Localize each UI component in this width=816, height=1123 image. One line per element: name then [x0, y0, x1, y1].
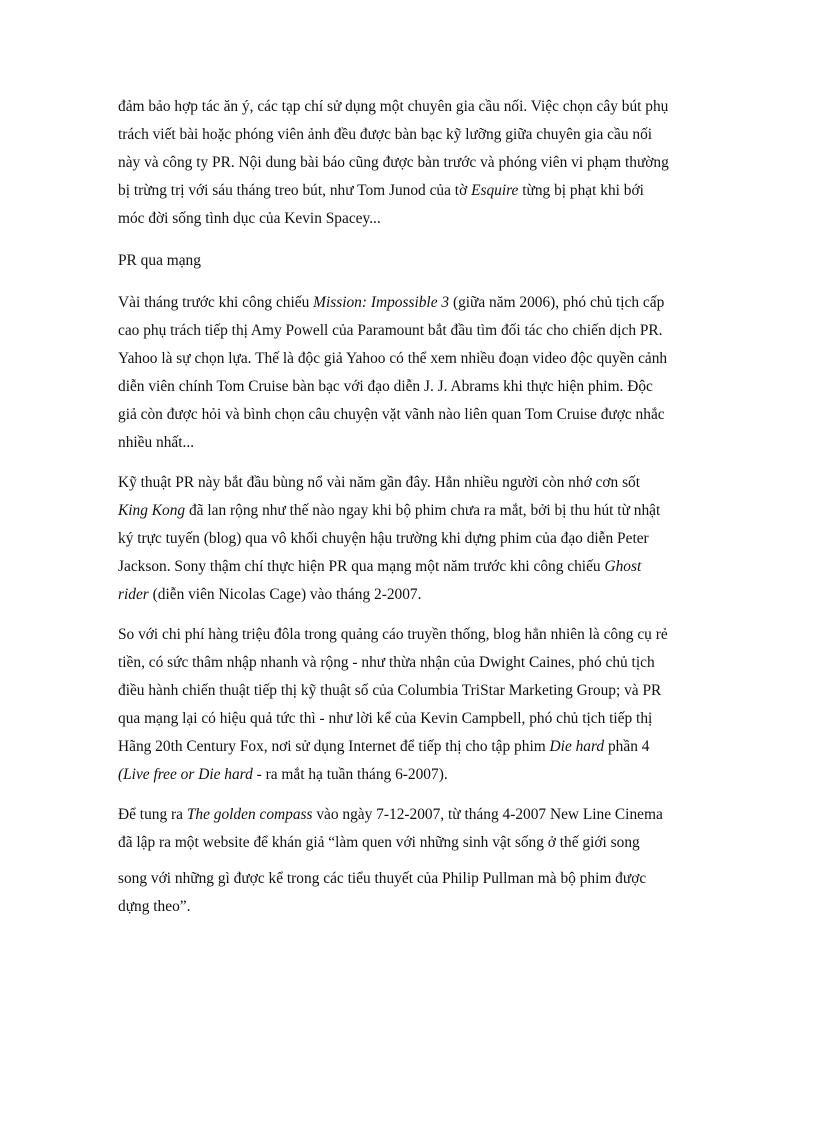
- text-line: [118, 581, 702, 609]
- film-title: King Kong: [118, 502, 186, 519]
- paragraph-5: [118, 801, 702, 921]
- film-title: rider: [118, 586, 149, 603]
- paragraph-2: [118, 289, 702, 457]
- text-run: - ra mắt hạ tuần tháng 6-2007).: [252, 766, 448, 783]
- text-line: [118, 289, 702, 317]
- text-line: trách viết bài hoặc phóng viên ảnh đều được bàn bạc kỹ lưỡng giữa chuyên gia cầu nối: [118, 126, 653, 143]
- publication-title: Esquire: [471, 182, 519, 199]
- text-line: dựng theo”.: [118, 898, 191, 915]
- section-heading: PR qua mạng: [118, 252, 201, 269]
- text-line: cao phụ trách tiếp thị Amy Powell của Paramount bắt đầu tìm đối tác cho chiến dịch PR.: [118, 322, 663, 339]
- film-title: Mission: Impossible 3: [313, 294, 450, 311]
- text-run: Hãng 20th Century Fox, nơi sử dụng Internet để tiếp thị cho tập phim: [118, 738, 550, 755]
- text-line: điều hành chiến thuật tiếp thị kỹ thuật số của Columbia TriStar Marketing Group; và PR: [118, 682, 662, 699]
- text-line: [118, 801, 702, 829]
- text-line: Kỹ thuật PR này bắt đầu bùng nổ vài năm gần đây. Hẳn nhiều người còn nhớ cơn sốt: [118, 474, 641, 491]
- text-line: này và công ty PR. Nội dung bài báo cũng được bàn trước và phóng viên vi phạm thường: [118, 154, 669, 171]
- film-title: Die hard: [549, 738, 605, 755]
- text-run: (giữa năm 2006), phó chủ tịch cấp: [449, 294, 665, 311]
- film-title: The golden compass: [186, 806, 313, 823]
- text-run: Jackson. Sony thậm chí thực hiện PR qua mạng một năm trước khi công chiếu: [118, 558, 605, 575]
- paragraph-4: [118, 621, 702, 789]
- text-line: [118, 553, 702, 581]
- document-page: [118, 93, 702, 921]
- paragraph-1: [118, 93, 702, 233]
- text-line: [118, 497, 702, 525]
- text-line: giả còn được hỏi và bình chọn câu chuyện vặt vãnh nào liên quan Tom Cruise được nhắc: [118, 406, 665, 423]
- text-line: tiền, có sức thâm nhập nhanh và rộng - như thừa nhận của Dwight Caines, phó chủ tịch: [118, 654, 655, 671]
- text-line: qua mạng lại có hiệu quả tức thì - như lời kể của Kevin Campbell, phó chủ tịch tiếp thị: [118, 710, 653, 727]
- text-run: bị trừng trị với sáu tháng treo bút, như Tom Junod của tờ: [118, 182, 472, 199]
- text-line: song với những gì được kể trong các tiểu thuyết của Philip Pullman mà bộ phim được: [118, 870, 647, 887]
- text-line: ký trực tuyến (blog) qua vô khối chuyện hậu trường khi dựng phim của đạo diễn Peter: [118, 530, 649, 547]
- text-line: [118, 733, 702, 761]
- text-run: Để tung ra: [118, 806, 187, 823]
- text-run: vào ngày 7-12-2007, từ tháng 4-2007 New Line Cinema: [312, 806, 663, 823]
- text-run: phần 4: [604, 738, 650, 755]
- text-run: (diễn viên Nicolas Cage) vào tháng 2-2007.: [148, 586, 422, 603]
- text-line: Yahoo là sự chọn lựa. Thế là độc giả Yahoo có thể xem nhiều đoạn video độc quyền cảnh: [118, 350, 668, 367]
- film-title: (Live free or Die hard: [118, 766, 253, 783]
- text-line: móc đời sống tình dục của Kevin Spacey...: [118, 210, 381, 227]
- text-line: diễn viên chính Tom Cruise bàn bạc với đạo diễn J. J. Abrams khi thực hiện phim. Độc: [118, 378, 653, 395]
- film-title: Ghost: [604, 558, 642, 575]
- text-run: từng bị phạt khi bới: [518, 182, 644, 199]
- text-line: đảm bảo hợp tác ăn ý, các tạp chí sử dụng một chuyên gia cầu nối. Việc chọn cây bút phụ: [118, 98, 669, 115]
- text-run: Vài tháng trước khi công chiếu: [118, 294, 314, 311]
- paragraph-3: [118, 469, 702, 609]
- text-line: nhiều nhất...: [118, 434, 195, 451]
- text-line: đã lập ra một website để khán giả “làm quen với những sinh vật sống ở thế giới song: [118, 834, 640, 851]
- text-run: đã lan rộng như thế nào ngay khi bộ phim chưa ra mắt, bởi bị thu hút từ nhật: [185, 502, 661, 519]
- text-line: [118, 177, 702, 205]
- text-line: So với chi phí hàng triệu đôla trong quảng cáo truyền thống, blog hẳn nhiên là công cụ rẻ: [118, 626, 668, 643]
- text-line: [118, 761, 702, 789]
